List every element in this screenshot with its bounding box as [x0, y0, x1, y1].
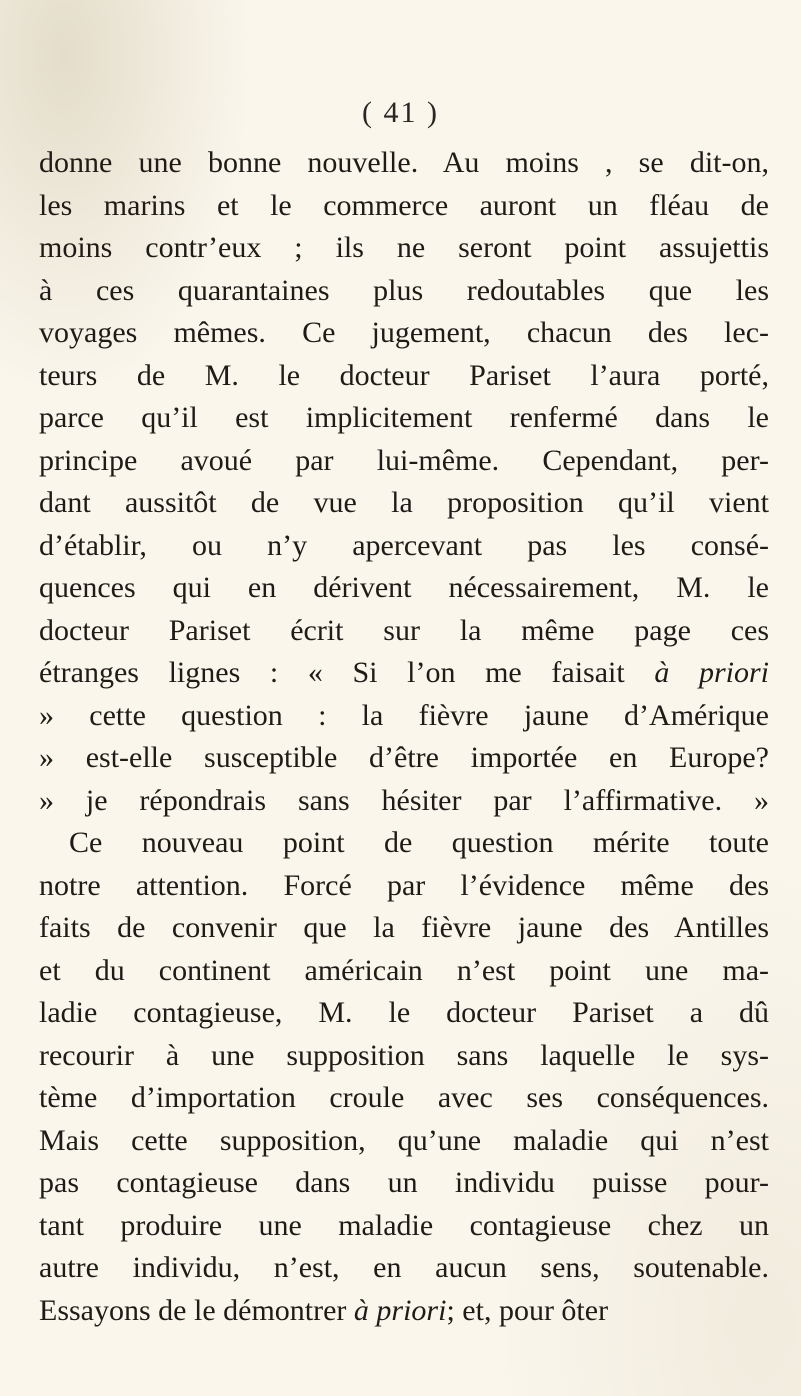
- text-line: moins contr’eux ; ils ne seront point assujettis: [39, 231, 769, 264]
- text-line: dant aussitôt de vue la proposition qu’il vient: [39, 486, 769, 519]
- quote-line: » je répondrais sans hésiter par l’affirmative. »: [39, 783, 769, 817]
- text-line: parce qu’il est implicitement renfermé dans le: [39, 401, 769, 434]
- text-line: d’établir, ou n’y apercevant pas les consé-: [39, 528, 769, 562]
- text-line: recourir à une supposition sans laquelle le sys-: [39, 1038, 769, 1072]
- text-line: Ce nouveau point de question mérite toute: [69, 826, 769, 859]
- text-line: à ces quarantaines plus redoutables que les: [39, 273, 769, 307]
- quote-line: » est-elle susceptible d’être importée en Europe?: [39, 741, 769, 774]
- page-number: ( 41 ): [362, 96, 439, 129]
- text-line: donne une bonne nouvelle. Au moins , se dit-on,: [39, 146, 769, 179]
- text-line: quences qui en dérivent nécessairement, M. le: [39, 571, 769, 604]
- text-line: tant produire une maladie contagieuse chez un: [39, 1208, 769, 1242]
- text-line: docteur Pariset écrit sur la même page ces: [39, 613, 769, 647]
- text-line: faits de convenir que la fièvre jaune des Antilles: [39, 911, 769, 944]
- text-line: principe avoué par lui-même. Cependant, per-: [39, 443, 769, 477]
- text-line: étranges lignes : « Si l’on me faisait à priori: [39, 656, 769, 689]
- text-line: ladie contagieuse, M. le docteur Pariset a dû: [39, 996, 769, 1029]
- text-line: Mais cette supposition, qu’une maladie qui n’est: [39, 1123, 769, 1157]
- text-line: Essayons de le démontrer à priori; et, pour ôter: [39, 1293, 609, 1327]
- text-line: tème d’importation croule avec ses conséquences.: [39, 1081, 769, 1114]
- text-line: les marins et le commerce auront un fléau de: [39, 188, 769, 222]
- text-line: voyages mêmes. Ce jugement, chacun des lec-: [39, 316, 769, 349]
- text-line: teurs de M. le docteur Pariset l’aura porté,: [39, 358, 769, 392]
- body-text: [39, 142, 769, 1332]
- text-line: pas contagieuse dans un individu puisse pour-: [39, 1166, 769, 1199]
- text-line: notre attention. Forcé par l’évidence même des: [39, 868, 769, 902]
- text-line: autre individu, n’est, en aucun sens, soutenable.: [39, 1251, 769, 1284]
- text-line: et du continent américain n’est point une ma-: [39, 953, 769, 987]
- quote-line: » cette question : la fièvre jaune d’Amérique: [39, 698, 769, 732]
